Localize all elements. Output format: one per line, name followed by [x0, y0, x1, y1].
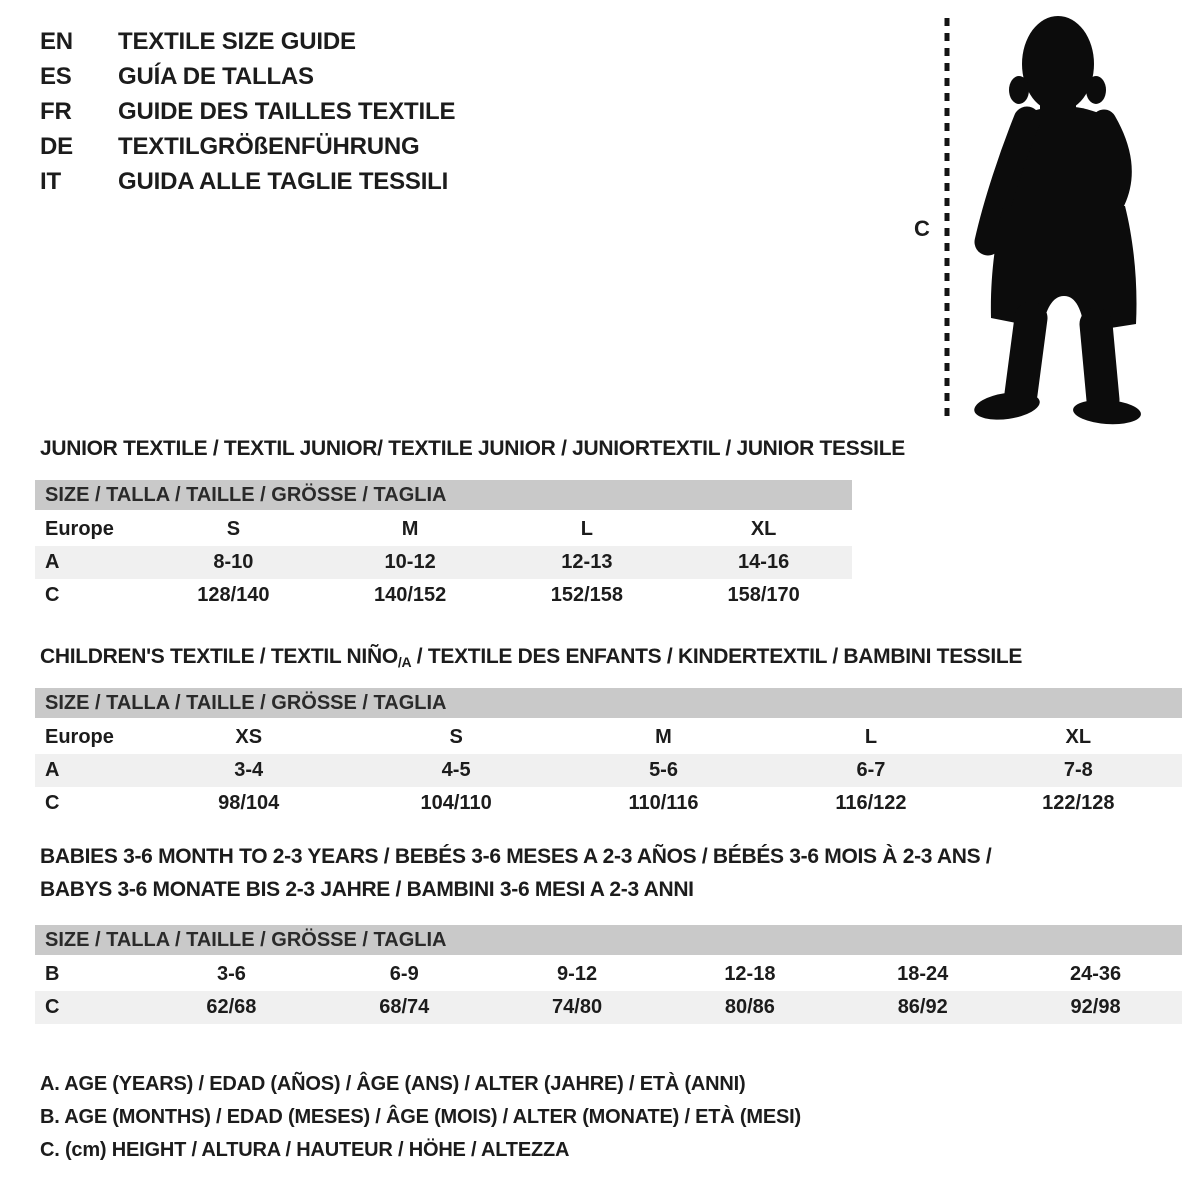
cell: 8-10	[213, 551, 254, 573]
row-label: B	[45, 963, 60, 985]
lang-title: TEXTILE SIZE GUIDE	[118, 28, 356, 55]
table-row-months	[35, 958, 1182, 991]
cell: 7-8	[1063, 759, 1093, 781]
table-row-europe	[35, 721, 1182, 754]
cell: 3-4	[234, 759, 264, 781]
cell: 6-7	[856, 759, 886, 781]
cell: 6-9	[389, 963, 419, 985]
cell: 14-16	[738, 551, 790, 573]
children-size-table	[35, 688, 1182, 820]
height-measure-figure	[900, 0, 1200, 435]
lang-code: EN	[40, 28, 73, 55]
children-title-prefix: CHILDREN'S TEXTILE / TEXTIL NIÑO	[40, 645, 398, 668]
measure-label-c: C	[914, 216, 930, 241]
cell: XL	[1065, 726, 1092, 748]
legend-line-a: A. AGE (YEARS) / EDAD (AÑOS) / ÂGE (ANS) / ALTER (JAHRE) / ETÀ (ANNI)	[40, 1073, 746, 1095]
cell: 9-12	[557, 963, 598, 985]
lang-title: GUIDA ALLE TAGLIE TESSILI	[118, 168, 449, 195]
cell: 74/80	[552, 996, 603, 1018]
table-row-age	[35, 754, 1182, 787]
children-title-subscript: /A	[397, 654, 412, 670]
lang-title: TEXTILGRÖßENFÜHRUNG	[118, 133, 420, 160]
size-header-bar: SIZE / TALLA / TAILLE / GRÖSSE / TAGLIA	[35, 480, 852, 510]
cell: 92/98	[1070, 996, 1121, 1018]
cell: 110/116	[628, 792, 699, 814]
row-label: C	[45, 792, 60, 814]
cell: M	[401, 518, 419, 540]
size-header-bar: SIZE / TALLA / TAILLE / GRÖSSE / TAGLIA	[35, 688, 1182, 718]
junior-size-table	[35, 480, 852, 612]
cell: 98/104	[218, 792, 280, 814]
cell: S	[449, 726, 463, 748]
cell: 12-13	[561, 551, 613, 573]
cell: S	[226, 518, 241, 540]
lang-code: IT	[40, 168, 61, 195]
lang-row-it	[40, 168, 455, 203]
table-row-height	[35, 991, 1182, 1024]
cell: 24-36	[1069, 963, 1122, 985]
row-label: C	[45, 584, 60, 606]
cell: 68/74	[379, 996, 430, 1018]
language-title-block	[40, 28, 455, 203]
table-row-age	[35, 546, 852, 579]
cell: 62/68	[206, 996, 257, 1018]
babies-section-title	[40, 840, 991, 906]
cell: 3-6	[216, 963, 246, 985]
lang-title: GUÍA DE TALLAS	[118, 63, 314, 90]
row-label: C	[45, 996, 60, 1018]
table-row-europe	[35, 513, 852, 546]
row-label: Europe	[45, 518, 114, 540]
cell: 158/170	[727, 584, 800, 606]
row-label: Europe	[45, 726, 114, 748]
row-label: A	[45, 551, 60, 573]
cell: 80/86	[724, 996, 775, 1018]
row-label: A	[45, 759, 60, 781]
cell: 104/110	[420, 792, 492, 814]
children-title-suffix: / TEXTILE DES ENFANTS / KINDERTEXTIL / BAMBINI TESSILE	[411, 645, 1023, 668]
cell: XS	[235, 726, 263, 748]
cell: 5-6	[649, 759, 678, 781]
cell: 12-18	[724, 963, 776, 985]
lang-row-en	[40, 28, 455, 63]
cell: XL	[750, 518, 777, 540]
table-row-height	[35, 579, 852, 612]
cell: 122/128	[1042, 792, 1115, 814]
cell: M	[655, 726, 672, 748]
table-row-height	[35, 787, 1182, 820]
cell: L	[864, 726, 878, 748]
lang-code: FR	[40, 98, 72, 125]
cell: 152/158	[550, 584, 624, 606]
cell: 140/152	[373, 584, 447, 606]
lang-title: GUIDE DES TAILLES TEXTILE	[118, 98, 456, 125]
cell: 116/122	[835, 792, 907, 814]
dashed-measure-line-icon	[940, 14, 954, 420]
cell: 10-12	[384, 551, 436, 573]
lang-code: ES	[40, 63, 72, 90]
cell: 4-5	[441, 759, 471, 781]
size-header-bar: SIZE / TALLA / TAILLE / GRÖSSE / TAGLIA	[35, 925, 1182, 955]
legend-line-b: B. AGE (MONTHS) / EDAD (MESES) / ÂGE (MOIS) / ALTER (MONATE) / ETÀ (MESI)	[40, 1106, 801, 1128]
cell: L	[580, 518, 593, 540]
lang-row-de	[40, 133, 455, 168]
babies-size-table	[35, 925, 1182, 1024]
legend-line-c: C. (cm) HEIGHT / ALTURA / HAUTEUR / HÖHE / ALTEZZA	[40, 1139, 570, 1161]
lang-row-fr	[40, 98, 455, 133]
junior-section-title: JUNIOR TEXTILE / TEXTIL JUNIOR/ TEXTILE JUNIOR / JUNIORTEXTIL / JUNIOR TESSILE	[40, 437, 905, 460]
lang-row-es	[40, 63, 455, 98]
cell: 86/92	[897, 996, 948, 1018]
toddler-silhouette-icon	[955, 10, 1190, 425]
cell: 18-24	[897, 963, 949, 985]
cell: 128/140	[197, 584, 270, 606]
babies-title-line1: BABIES 3-6 MONTH TO 2-3 YEARS / BEBÉS 3-6 MESES A 2-3 AÑOS / BÉBÉS 3-6 MOIS À 2-3 ANS /	[40, 845, 992, 868]
babies-title-line2: BABYS 3-6 MONATE BIS 2-3 JAHRE / BAMBINI 3-6 MESI A 2-3 ANNI	[40, 878, 694, 901]
children-section-title	[40, 645, 1022, 670]
legend-block	[40, 1068, 801, 1167]
lang-code: DE	[40, 133, 73, 160]
